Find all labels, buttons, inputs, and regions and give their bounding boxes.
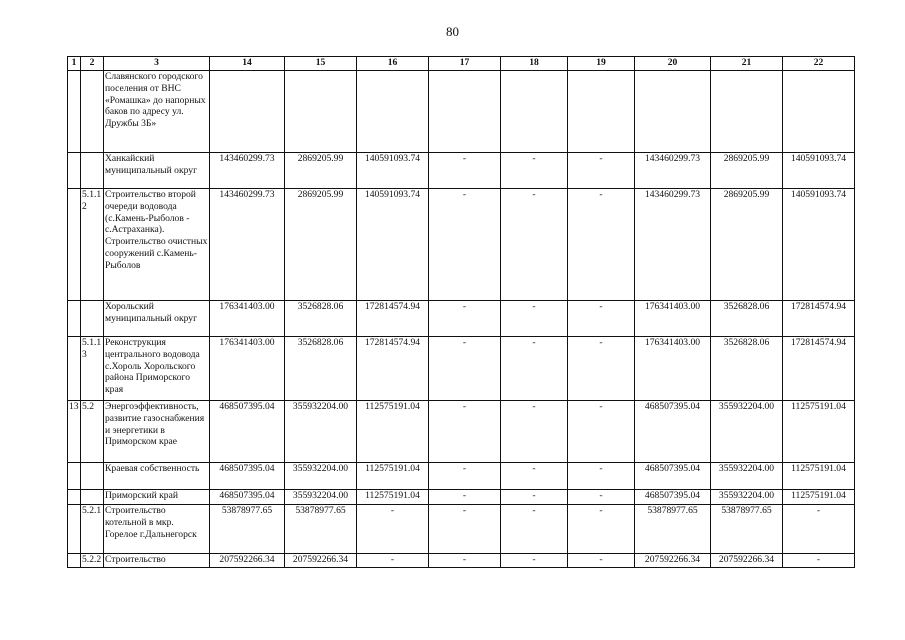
table-body	[68, 71, 855, 568]
amount-cell	[783, 71, 855, 153]
amount-cell: -	[429, 463, 501, 490]
item-code-cell	[81, 463, 104, 490]
item-code-cell: 5.2	[81, 401, 104, 463]
column-header: 19	[568, 57, 635, 71]
amount-cell: 112575191.04	[357, 463, 429, 490]
amount-cell: 112575191.04	[783, 490, 855, 505]
item-code-cell: 5.2.1	[81, 505, 104, 554]
item-name-cell: Хорольский муниципальный округ	[104, 301, 210, 337]
item-name-cell: Строительство котельной в мкр. Горелое г.Дальнегорск	[104, 505, 210, 554]
amount-cell: 53878977.65	[635, 505, 711, 554]
row-number-cell	[68, 554, 81, 568]
row-number-cell	[68, 463, 81, 490]
amount-cell: 143460299.73	[210, 153, 285, 189]
column-header: 18	[501, 57, 568, 71]
amount-cell: -	[429, 189, 501, 301]
amount-cell: -	[568, 189, 635, 301]
amount-cell: 468507395.04	[635, 490, 711, 505]
amount-cell: -	[568, 554, 635, 568]
column-header: 15	[285, 57, 357, 71]
amount-cell: 112575191.04	[357, 401, 429, 463]
amount-cell: 468507395.04	[635, 401, 711, 463]
amount-cell: 172814574.94	[357, 301, 429, 337]
amount-cell: 207592266.34	[210, 554, 285, 568]
table-row	[68, 401, 855, 463]
amount-cell: -	[501, 189, 568, 301]
amount-cell: 355932204.00	[285, 490, 357, 505]
column-header: 16	[357, 57, 429, 71]
amount-cell: 3526828.06	[711, 337, 783, 401]
amount-cell: 3526828.06	[285, 337, 357, 401]
amount-cell: 2869205.99	[285, 153, 357, 189]
amount-cell: -	[357, 554, 429, 568]
amount-cell: 112575191.04	[783, 401, 855, 463]
amount-cell: 176341403.00	[210, 301, 285, 337]
item-name-cell: Славянского городского поселения от ВНС «Ромашка» до напорных баков по адресу ул. Дружбы 3Б»	[104, 71, 210, 153]
amount-cell: 355932204.00	[285, 463, 357, 490]
amount-cell: 112575191.04	[783, 463, 855, 490]
column-header: 2	[81, 57, 104, 71]
amount-cell: -	[357, 505, 429, 554]
amount-cell: 2869205.99	[711, 153, 783, 189]
column-header: 1	[68, 57, 81, 71]
amount-cell: 468507395.04	[210, 490, 285, 505]
item-code-cell	[81, 153, 104, 189]
amount-cell	[635, 71, 711, 153]
amount-cell: 355932204.00	[285, 401, 357, 463]
header-row	[68, 57, 855, 71]
row-number-cell: 13	[68, 401, 81, 463]
amount-cell: 3526828.06	[711, 301, 783, 337]
item-name-cell: Краевая собственность	[104, 463, 210, 490]
amount-cell: 172814574.94	[783, 337, 855, 401]
amount-cell: 112575191.04	[357, 490, 429, 505]
table-row	[68, 490, 855, 505]
amount-cell: -	[568, 401, 635, 463]
amount-cell: -	[429, 554, 501, 568]
amount-cell: -	[501, 554, 568, 568]
amount-cell: 172814574.94	[783, 301, 855, 337]
amount-cell: -	[501, 490, 568, 505]
item-name-cell: Энергоэффективность, развитие газоснабжения и энергетики в Приморском крае	[104, 401, 210, 463]
column-header: 3	[104, 57, 210, 71]
row-number-cell	[68, 505, 81, 554]
amount-cell	[357, 71, 429, 153]
amount-cell: 140591093.74	[783, 153, 855, 189]
amount-cell: 468507395.04	[635, 463, 711, 490]
amount-cell: -	[568, 153, 635, 189]
item-code-cell: 5.1.1 2	[81, 189, 104, 301]
amount-cell: 176341403.00	[210, 337, 285, 401]
column-header: 14	[210, 57, 285, 71]
table-row	[68, 554, 855, 568]
table-row	[68, 301, 855, 337]
amount-cell: -	[429, 153, 501, 189]
amount-cell: -	[783, 554, 855, 568]
amount-cell: -	[501, 301, 568, 337]
amount-cell: 143460299.73	[635, 189, 711, 301]
amount-cell: -	[568, 337, 635, 401]
table-row	[68, 337, 855, 401]
amount-cell: 2869205.99	[285, 189, 357, 301]
item-name-cell: Ханкайский муниципальный округ	[104, 153, 210, 189]
row-number-cell	[68, 301, 81, 337]
amount-cell: -	[568, 505, 635, 554]
amount-cell: 143460299.73	[210, 189, 285, 301]
row-number-cell	[68, 71, 81, 153]
amount-cell	[501, 71, 568, 153]
amount-cell: 176341403.00	[635, 301, 711, 337]
amount-cell: -	[501, 463, 568, 490]
row-number-cell	[68, 337, 81, 401]
amount-cell	[429, 71, 501, 153]
amount-cell: 2869205.99	[711, 189, 783, 301]
amount-cell: 207592266.34	[711, 554, 783, 568]
amount-cell	[285, 71, 357, 153]
amount-cell	[568, 71, 635, 153]
column-header: 17	[429, 57, 501, 71]
row-number-cell	[68, 189, 81, 301]
table-row	[68, 153, 855, 189]
amount-cell: 355932204.00	[711, 401, 783, 463]
amount-cell	[210, 71, 285, 153]
amount-cell: 140591093.74	[357, 153, 429, 189]
amount-cell: -	[429, 337, 501, 401]
column-header: 21	[711, 57, 783, 71]
amount-cell: -	[501, 337, 568, 401]
column-header: 20	[635, 57, 711, 71]
item-name-cell: Приморский край	[104, 490, 210, 505]
page-number: 80	[446, 24, 459, 39]
amount-cell	[711, 71, 783, 153]
amount-cell: -	[568, 490, 635, 505]
amount-cell: -	[429, 490, 501, 505]
amount-cell: -	[501, 401, 568, 463]
table-row	[68, 505, 855, 554]
row-number-cell	[68, 153, 81, 189]
item-name-cell: Строительство	[104, 554, 210, 568]
amount-cell: 53878977.65	[711, 505, 783, 554]
amount-cell: 3526828.06	[285, 301, 357, 337]
amount-cell: -	[568, 301, 635, 337]
amount-cell: -	[429, 505, 501, 554]
amount-cell: 143460299.73	[635, 153, 711, 189]
table-row	[68, 189, 855, 301]
item-code-cell	[81, 301, 104, 337]
amount-cell: -	[429, 301, 501, 337]
budget-table	[67, 56, 855, 568]
amount-cell: 53878977.65	[285, 505, 357, 554]
amount-cell: -	[783, 505, 855, 554]
amount-cell: 355932204.00	[711, 463, 783, 490]
amount-cell: 140591093.74	[783, 189, 855, 301]
amount-cell: 207592266.34	[635, 554, 711, 568]
amount-cell: -	[501, 153, 568, 189]
item-code-cell: 5.1.1 3	[81, 337, 104, 401]
amount-cell: 468507395.04	[210, 401, 285, 463]
row-number-cell	[68, 490, 81, 505]
amount-cell: 140591093.74	[357, 189, 429, 301]
amount-cell: 53878977.65	[210, 505, 285, 554]
amount-cell: 468507395.04	[210, 463, 285, 490]
item-code-cell	[81, 71, 104, 153]
amount-cell: -	[429, 401, 501, 463]
item-code-cell: 5.2.2	[81, 554, 104, 568]
amount-cell: 207592266.34	[285, 554, 357, 568]
amount-cell: -	[568, 463, 635, 490]
column-header: 22	[783, 57, 855, 71]
amount-cell: -	[501, 505, 568, 554]
item-name-cell: Строительство второй очереди водовода (с.Камень-Рыболов - с.Астраханка). Строительство очистных сооружений с.Камень-Рыболов	[104, 189, 210, 301]
item-code-cell	[81, 490, 104, 505]
item-name-cell: Реконструкция центрального водовода с.Хороль Хорольского района Приморского края	[104, 337, 210, 401]
table-row	[68, 463, 855, 490]
amount-cell: 172814574.94	[357, 337, 429, 401]
amount-cell: 176341403.00	[635, 337, 711, 401]
table-row	[68, 71, 855, 153]
amount-cell: 355932204.00	[711, 490, 783, 505]
